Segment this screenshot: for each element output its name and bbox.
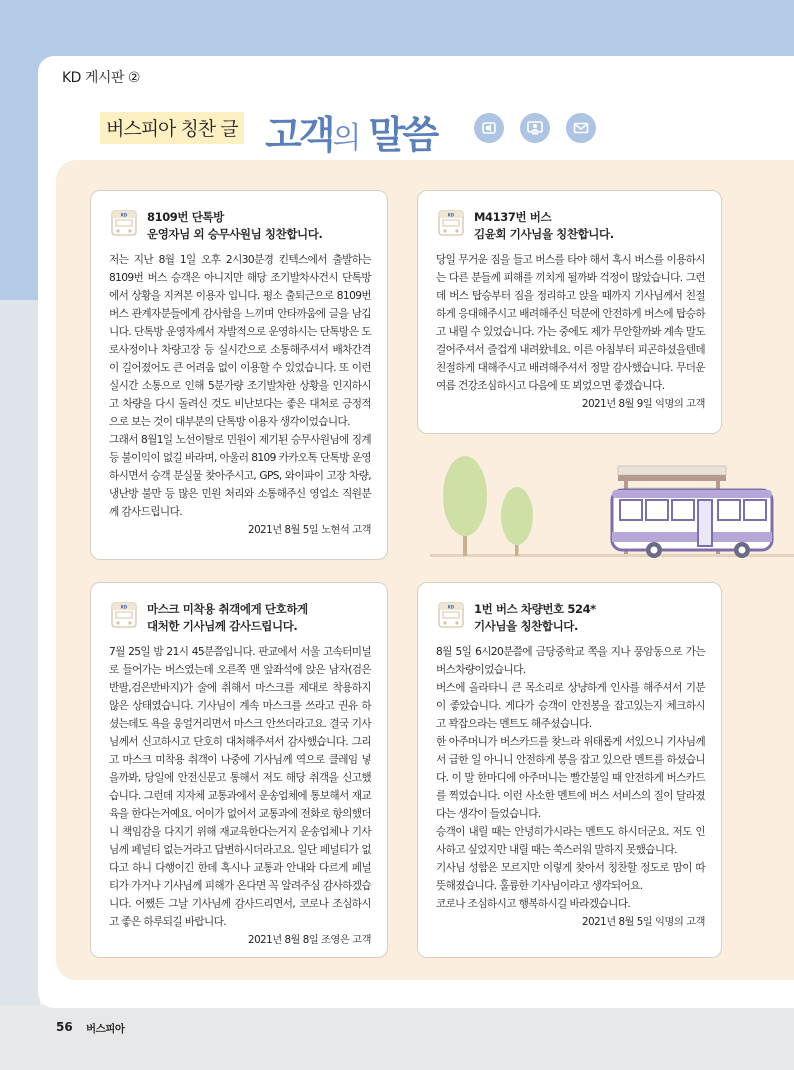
post-signature: 2021년 8월 5일 익명의 고객 xyxy=(582,916,705,928)
title-particle: 의 xyxy=(332,121,359,156)
post-title-line: 마스크 미착용 취객에게 단호하게 xyxy=(147,602,308,616)
post-header xyxy=(438,209,705,243)
bus-icon xyxy=(111,210,137,238)
post-body xyxy=(436,643,705,931)
post-paragraph: 한 아주머니가 버스카드를 찾느라 위태롭게 서있으니 기사님께서 급한 일 아니니 안전하게 봉을 잡고 있으란 멘트를 하셨습니다. 이 말 한마디에 아주머니는 빨간불일 때 안전하게 버스카드를 찍었습니다. 이런 사소한 멘트에 버스 서비스의 질이 달라졌다는 생각이 들었습니다. xyxy=(436,736,705,820)
page-title xyxy=(265,104,436,159)
svg-text:KD: KD xyxy=(447,212,455,218)
post-title xyxy=(147,601,308,635)
post-paragraph: 승객이 내릴 때는 안녕히가시라는 멘트도 하시더군요. 저도 인사하고 싶었지만 내릴 때는 쑥스러워 말하지 못했습니다. xyxy=(436,826,705,856)
post-paragraph: 그래서 8월1일 노선이탈로 민원이 제기된 승무사원님에 징계 등 불이익이 없길 바라며, 아울러 8109 카카오톡 단톡방 운영하시면서 승객 분실물 찾아주시고, GPS, 와이파이 고장 차량, 냉난방 불만 등 많은 민원 처리와 소통해주신 영업소 직원분께 감사드립니다. xyxy=(109,434,371,518)
bus-stop-illustration xyxy=(430,440,794,570)
post-paragraph: 코로나 조심하시고 행복하시길 바라겠습니다. xyxy=(436,898,631,910)
svg-text:KD: KD xyxy=(120,212,128,218)
post-card xyxy=(417,582,722,958)
post-card xyxy=(90,190,388,560)
post-paragraph: 당일 무거운 짐을 들고 버스를 타야 해서 혹시 버스를 이용하시는 다른 분들께 피해를 끼치게 될까봐 걱정이 많았습니다. 그런데 버스 탑승부터 짐을 정리하고 앉을 때까지 기사님께서 친절하게 응대해주시고 배려해주신 덕분에 안전하게 버스에 탑승하고 내릴 수 있었습니다. 가는 중에도 제가 무안할까봐 계속 말도 걸어주셔서 즐겁게 내려왔네요. 이른 아침부터 피곤하셨을텐데 친절하게 대해주시고 배려해주셔서 정말 감사했습니다. 무더운 여름 건강조심하시고 다음에 또 뵈었으면 좋겠습니다. xyxy=(436,254,705,392)
post-paragraph: 7월 25일 밤 21시 45분쯤입니다. 판교에서 서울 고속터미널로 들어가는 버스였는데 오른쪽 맨 앞좌석에 앉은 남자(검은반팔,검은반바지)가 술에 취해서 마스크를 제대로 착용하지 않은 상태였습니다. 기사님이 계속 마스크를 쓰라고 권유 하셨는데도 욕을 웅얼거리면서 마스크 안쓰더라고요. 결국 기사님께서 신고하시고 단호히 대처해주셔서 감사했습니다. 그리고 마스크 미착용 취객이 나중에 기사님께 역으로 클레임 넣을까봐, 당일에 안전신문고 통해서 저도 해당 취객을 신고했습니다. 그런데 지자체 교통과에서 운송업체에 통보해서 재교육을 한다는거예요. 어이가 없어서 교통과에 전화로 항의했더니 책임감을 다지기 위해 재교육한다는거지 운송업체나 기사님께 페널티 없는거라고 답변하시더라고요. 일단 페널티가 없다고 하니 다행이긴 한데 혹시나 교통과 안내와 다르게 페널티가 가거나 기사님께 피해가 온다면 꼭 알려주심 감사하겠습니다. 어쨌든 그날 기사님께 감사드리면서, 코로나 조심하시고 좋은 하루되길 바랍니다. xyxy=(109,646,371,928)
post-paragraph: 저는 지난 8월 1일 오후 2시30분경 킨텍스에서 출발하는 8109번 버스 승객은 아니지만 해당 조기발차사건시 단톡방에서 상황을 지켜본 이용자 입니다. 평소 출퇴근으로 8109번 버스 관계자분들에게 감사함을 느끼며 안타까움에 글을 남깁니다. 단톡방 운영자께서 자발적으로 운영하시는 단톡방은 도로사정이나 차량고장 등 실시간으로 소통해주셔서 배차간격이 길어졌어도 큰 어려움 없이 이용할 수 있었습니다. 또 이런 실시간 소통으로 인해 5분가량 조기발차한 상황을 인지하시고 차량을 다시 돌려신 것도 비난보다는 좋은 대처로 긍정적으로 보는 것이 대부분의 단톡방 이용자 생각이었습니다. xyxy=(109,254,371,428)
post-title xyxy=(474,601,596,635)
post-card xyxy=(417,190,722,434)
bus-icon xyxy=(111,602,137,630)
post-body xyxy=(436,251,705,413)
post-card xyxy=(90,582,388,958)
post-signature: 2021년 8월 8일 조영은 고객 xyxy=(248,934,371,946)
title-word-words: 말씀 xyxy=(368,113,437,157)
post-title-line: 기사님을 칭찬합니다. xyxy=(474,619,578,633)
post-title-line: 1번 버스 차량번호 524* xyxy=(474,602,596,616)
post-paragraph: 8월 5일 6시20분쯤에 금당중학교 쪽을 지나 풍암동으로 가는 버스차량이었습니다. xyxy=(436,646,705,676)
post-title-line: 운영자님 외 승무사원님 칭찬합니다. xyxy=(147,227,323,241)
page-subtitle: 버스피아 칭찬 글 xyxy=(100,112,244,144)
bus-icon xyxy=(438,210,464,238)
post-title-line: 김윤회 기사님을 칭찬합니다. xyxy=(474,227,614,241)
svg-text:KD: KD xyxy=(447,604,455,610)
footer-band xyxy=(0,1005,794,1070)
post-title-line: 대처한 기사님께 감사드립니다. xyxy=(147,619,298,633)
title-word-customer: 고객 xyxy=(265,113,333,157)
post-title xyxy=(474,209,614,243)
post-body xyxy=(109,251,371,539)
post-title-line: 8109번 단톡방 xyxy=(147,210,224,224)
tree-icon xyxy=(443,456,487,556)
bus-icon xyxy=(612,490,772,558)
post-title-line: M4137번 버스 xyxy=(474,210,552,224)
section-tab-label: KD 게시판 ② xyxy=(62,70,140,86)
page-number: 56 xyxy=(56,1020,73,1034)
post-signature: 2021년 8월 5일 노현석 고객 xyxy=(248,524,371,536)
post-header xyxy=(438,601,705,635)
bus-icon xyxy=(438,602,464,630)
monitor-icon xyxy=(520,113,550,143)
post-header xyxy=(111,209,371,243)
tree-icon xyxy=(501,487,533,556)
post-paragraph: 버스에 올라타니 큰 목소리로 상냥하게 인사를 해주셔서 기분이 좋았습니다. 게다가 승객이 안전봉을 잡고있는지 체크하시고 꽉잡으라는 멘트도 해주셨습니다. xyxy=(436,682,705,730)
side-band xyxy=(0,300,40,1005)
speaker-icon xyxy=(474,113,504,143)
post-signature: 2021년 8월 9일 익명의 고객 xyxy=(582,398,705,410)
post-header xyxy=(111,601,371,635)
svg-text:KD: KD xyxy=(120,604,128,610)
magazine-name: 버스피아 xyxy=(86,1023,125,1035)
mail-icon xyxy=(566,113,596,143)
post-body xyxy=(109,643,371,949)
post-paragraph: 기사님 성함은 모르지만 이렇게 찾아서 칭찬할 정도로 맘이 따뜻해졌습니다. 훌륭한 기사님이라고 생각되어요. xyxy=(436,862,705,892)
post-title xyxy=(147,209,322,243)
